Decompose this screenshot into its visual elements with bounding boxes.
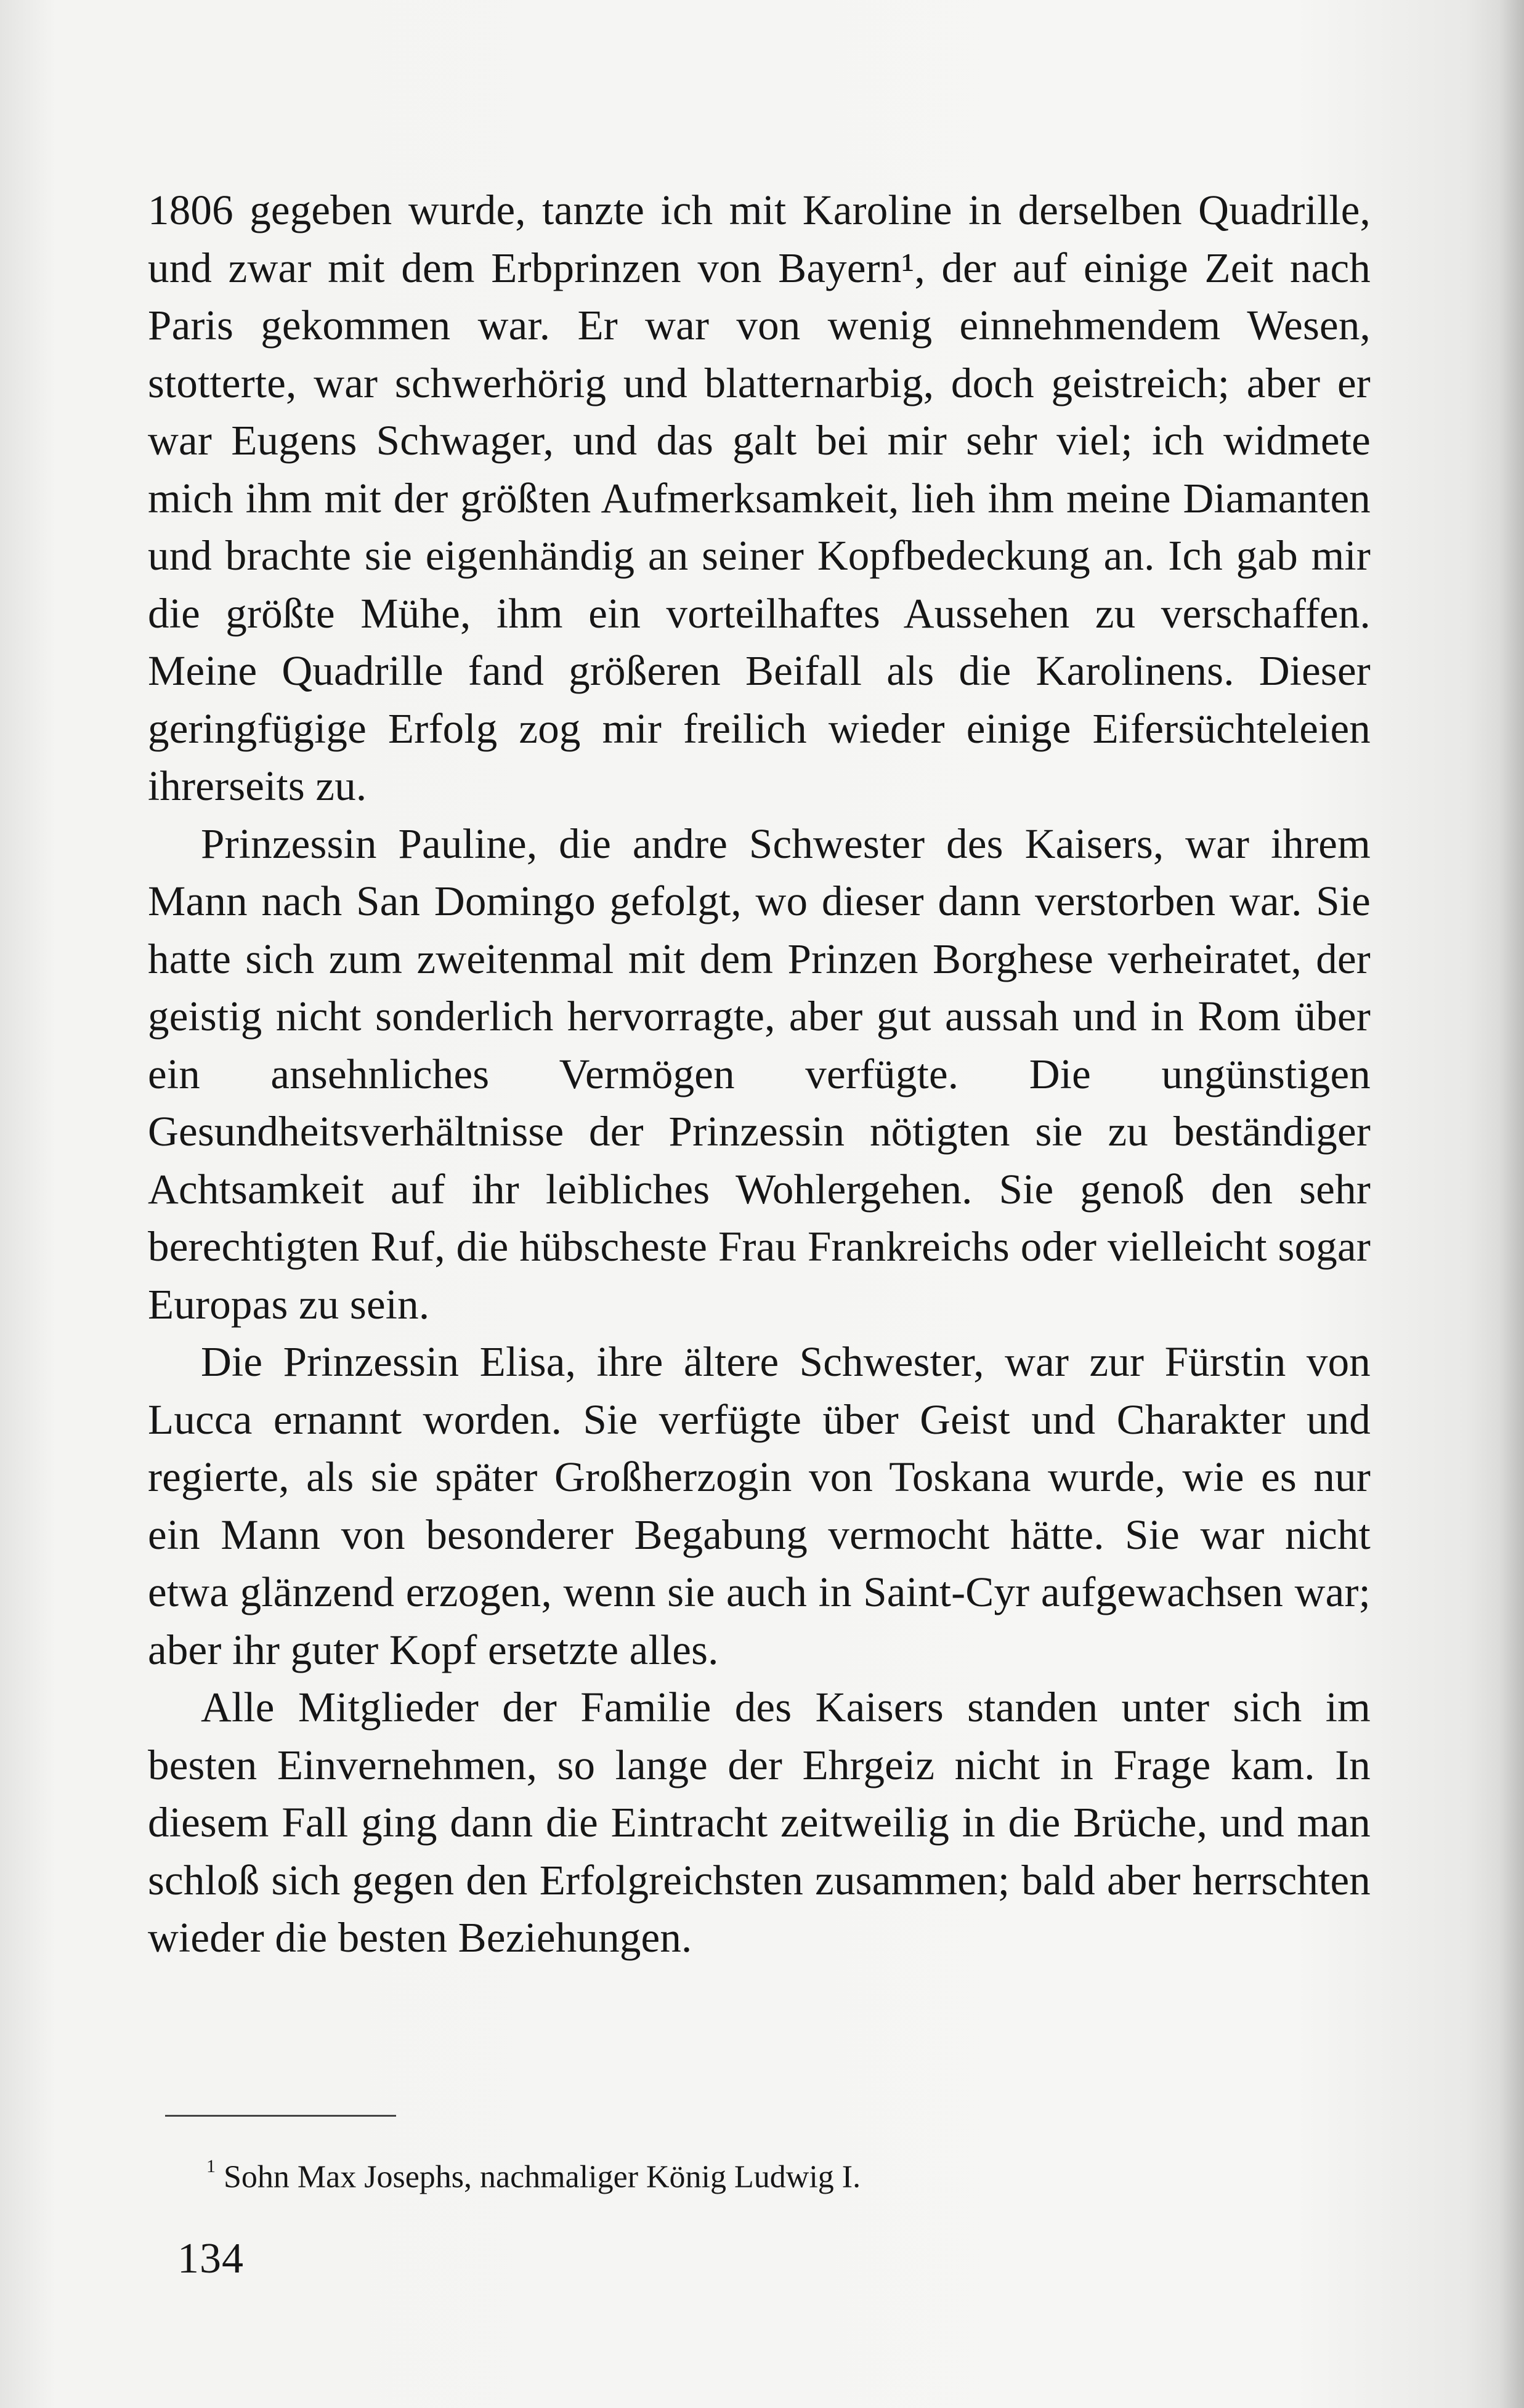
paragraph-3: Die Prinzessin Elisa, ihre ältere Schwester, war zur Fürstin von Lucca ernannt worden. Sie verfügte über Geist und Charakter und regierte, als sie später Großherzogin von Toskana wurde, wie es nur ein Mann von besonderer Begabung vermocht hätte. Sie war nicht etwa glänzend erzogen, wenn sie auch in Saint-Cyr aufgewachsen war; aber ihr guter Kopf ersetzte alles. [148,1338,1371,1673]
paragraph-1: 1806 gegeben wurde, tanzte ich mit Karoline in derselben Quadrille, und zwar mit dem Erbprinzen von Bayern¹, der auf einige Zeit nach Paris gekommen war. Er war von wenig einnehmendem Wesen, stotterte, war schwerhörig und blatternarbig, doch geistreich; aber er war Eugens Schwager, und das galt bei mir sehr viel; ich widmete mich ihm mit der größten Aufmerksamkeit, lieh ihm meine Diamanten und brachte sie eigenhändig an seiner Kopfbedeckung an. Ich gab mir die größte Mühe, ihm ein vorteilhaftes Aussehen zu verschaffen. Meine Quadrille fand größeren Beifall als die Karolinens. Dieser geringfügige Erfolg zog mir freilich wieder einige Eifersüchteleien ihrerseits zu. [148,187,1371,809]
paragraph-4: Alle Mitglieder der Familie des Kaisers standen unter sich im besten Einvernehmen, so lange der Ehrgeiz nicht in Frage kam. In diesem Fall ging dann die Eintracht zeitweilig in die Brüche, und man schloß sich gegen den Erfolgreichsten zusammen; bald aber herrschten wieder die besten Beziehungen. [148,1684,1371,1961]
footnote [206,2151,861,2197]
paragraph-2: Prinzessin Pauline, die andre Schwester des Kaisers, war ihrem Mann nach San Domingo gefolgt, wo dieser dann verstorben war. Sie hatte sich zum zweitenmal mit dem Prinzen Borghese verheiratet, der geistig nicht sonderlich hervorragte, aber gut aussah und in Rom über ein ansehnliches Vermögen verfügte. Die ungünstigen Gesundheitsverhältnisse der Prinzessin nötigten sie zu beständiger Achtsamkeit auf ihr leibliches Wohlergehen. Sie genoß den sehr berechtigten Ruf, die hübscheste Frau Frankreichs oder vielleicht sogar Europas zu sein. [148,820,1371,1328]
footnote-divider [165,2115,396,2117]
page-number: 134 [177,2235,244,2282]
footnote-marker: 1 [206,2156,216,2176]
body-text [148,182,1371,1967]
footnote-text: Sohn Max Josephs, nachmaliger König Ludwig I. [224,2159,861,2195]
page-edge-shadow [1499,0,1524,2408]
